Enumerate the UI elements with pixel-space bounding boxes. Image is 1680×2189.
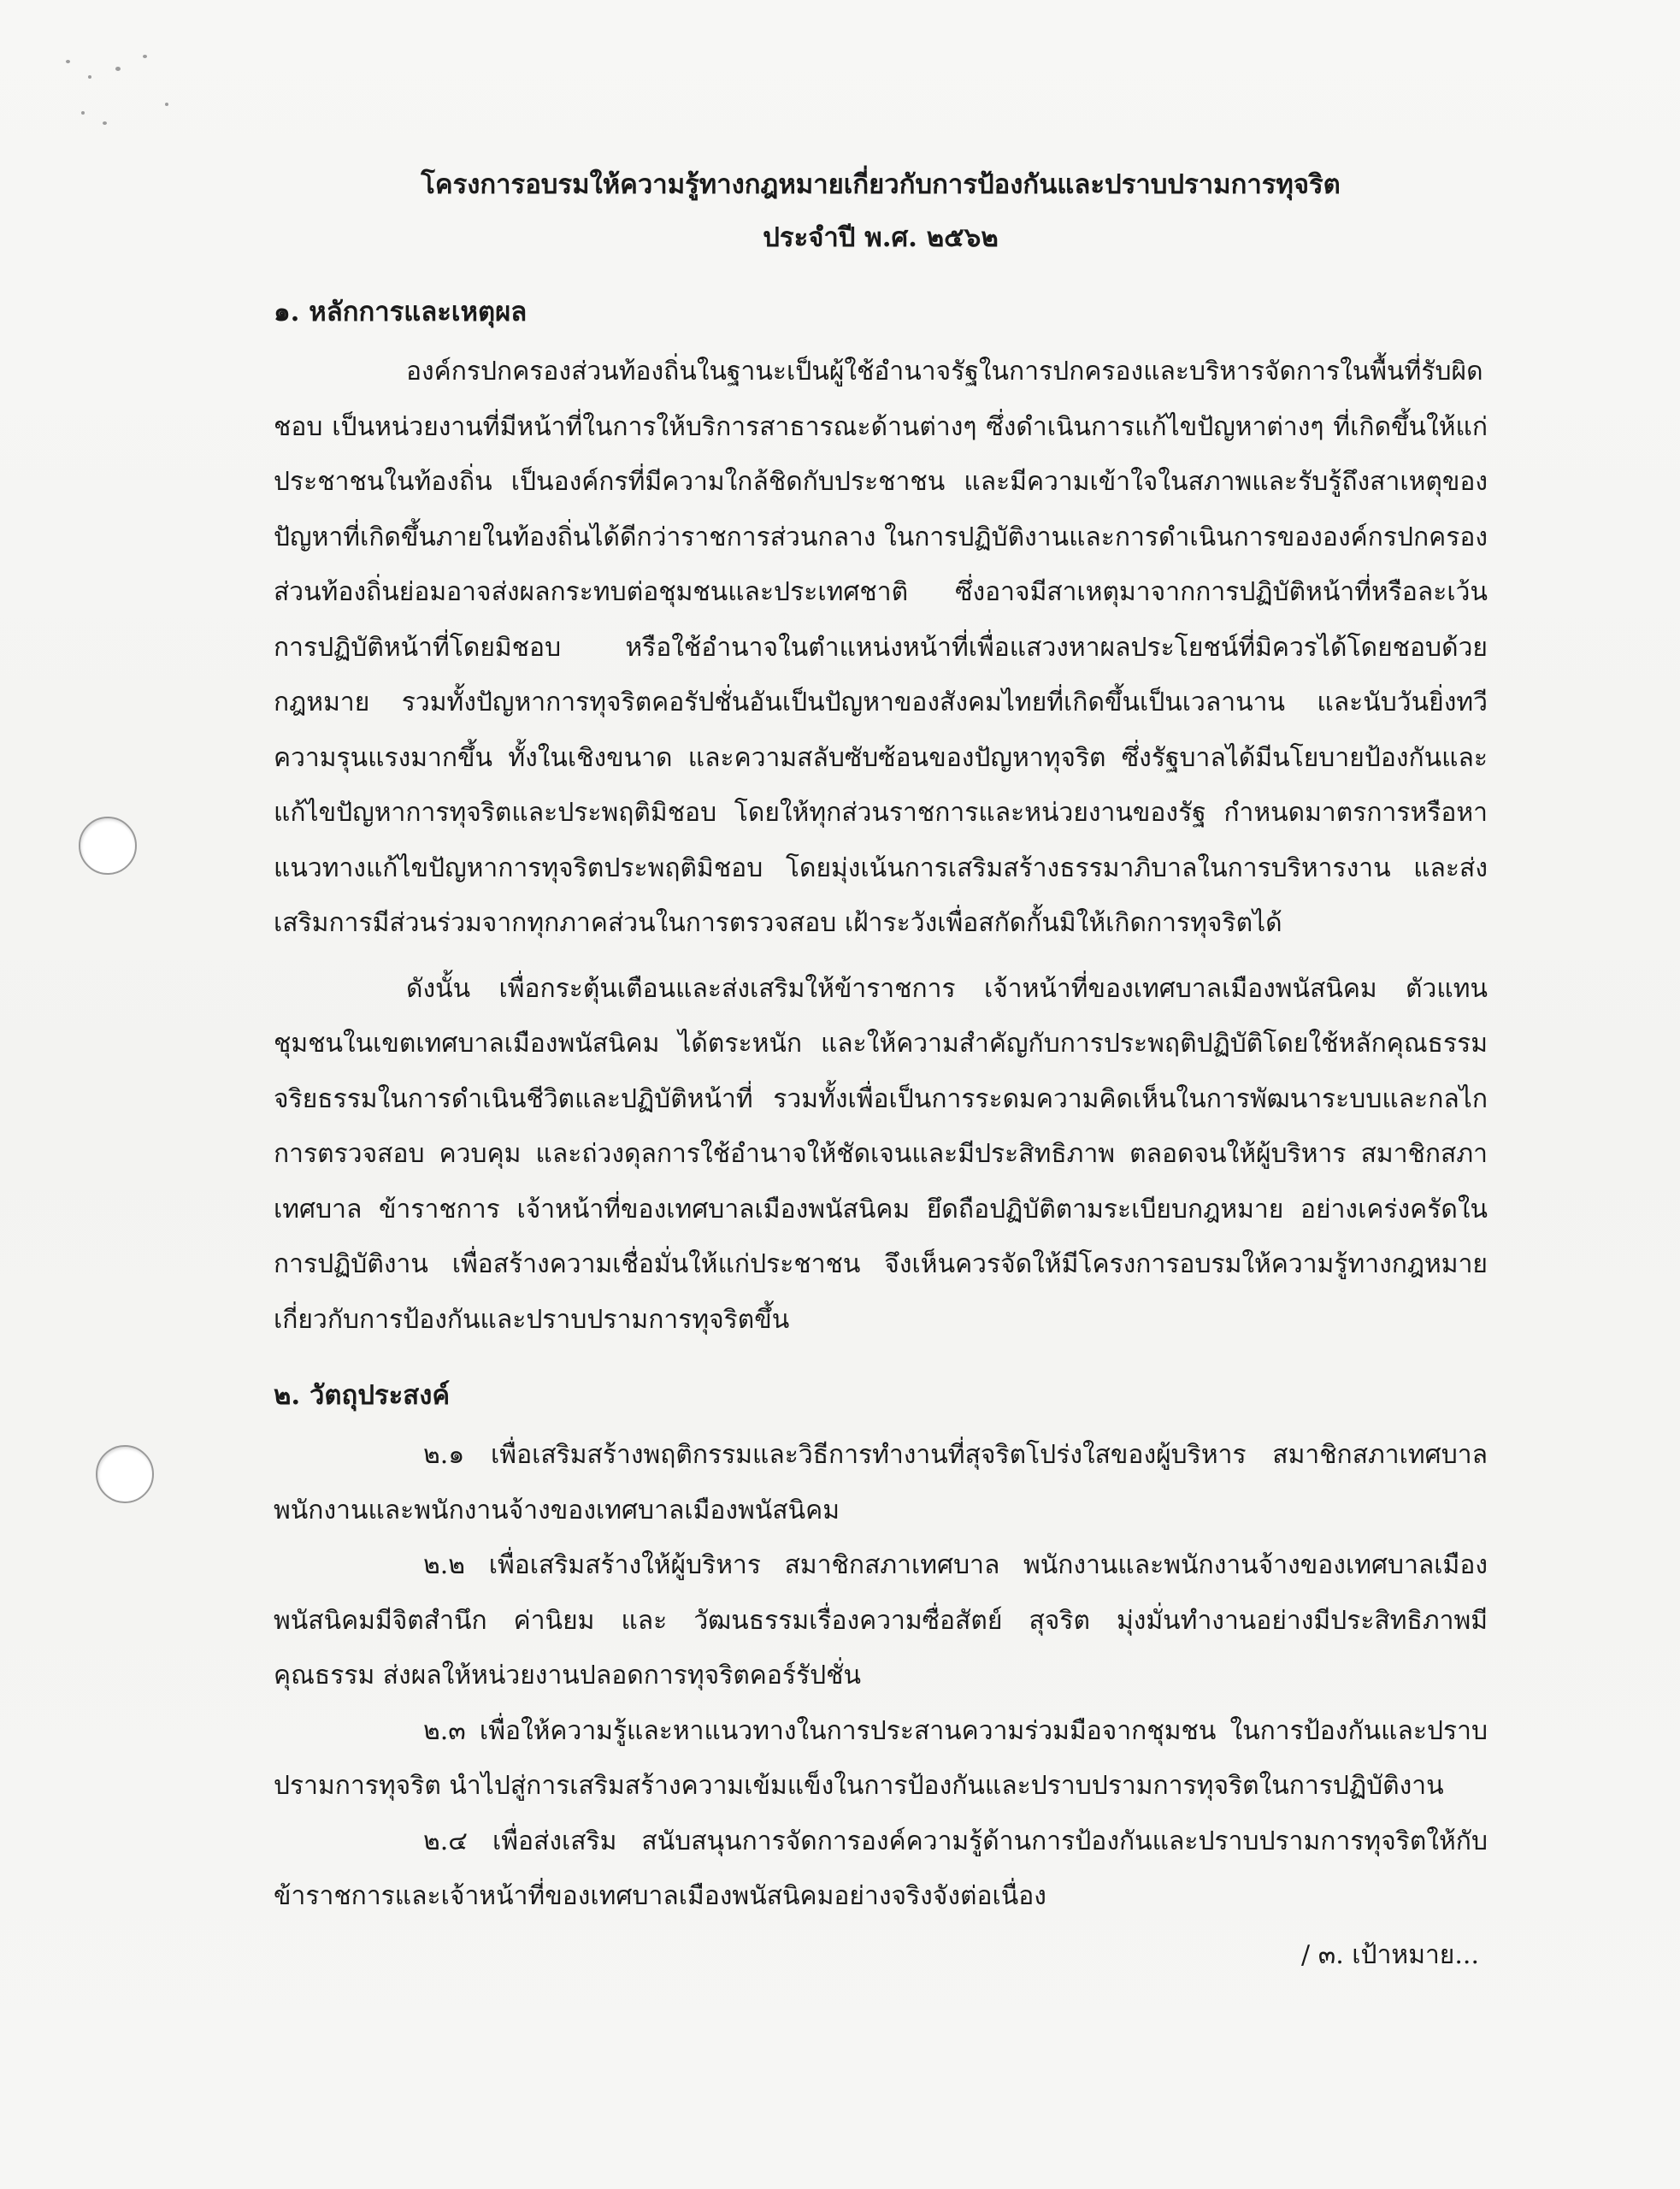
section-heading-objectives: ๒. วัตถุประสงค์ [274,1380,451,1411]
paper-specks [64,51,184,137]
section-heading-rationale: ๑. หลักการและเหตุผล [274,297,528,327]
speck [103,121,107,125]
rationale-paragraph: ดังนั้น เพื่อกระตุ้นเตือนและส่งเสริมให้ข้าราชการ เจ้าหน้าที่ของเทศบาลเมืองพนัสนิคม ตัวแทนชุมชนในเขตเทศบาลเมืองพนัสนิคม ได้ตระหนัก และให้ความสำคัญกับการประพฤติปฏิบัติโดยใช้หลักคุณธรรมจริยธรรมในการดำเนินชีวิตและปฏิบัติหน้าที่ รวมทั้งเพื่อเป็นการระดมความคิดเห็นในการพัฒนาระบบและกลไกการตรวจสอบ ควบคุม และถ่วงดุลการใช้อำนาจให้ชัดเจนและมีประสิทธิภาพ ตลอดจนให้ผู้บริหาร สมาชิกสภาเทศบาล ข้าราชการ เจ้าหน้าที่ของเทศบาลเมืองพนัสนิคม ยึดถือปฏิบัติตามระเบียบกฎหมาย อย่างเคร่งครัดในการปฏิบัติงาน เพื่อสร้างความเชื่อมั่นให้แก่ประชาชน จึงเห็นควรจัดให้มีโครงการอบรมให้ความรู้ทางกฎหมายเกี่ยวกับการป้องกันและปราบปรามการทุจริตขึ้น [274,973,1488,1335]
speck [143,55,147,58]
punch-hole [96,1445,154,1503]
objective-item: ๒.๓ เพื่อให้ความรู้และหาแนวทางในการประสานความร่วมมือจากชุมชน ในการป้องกันและปราบปรามการทุจริต นำไปสู่การเสริมสร้างความเข้มแข็งในการป้องกันและปราบปรามการทุจริตในการปฏิบัติงาน [274,1715,1488,1801]
rationale-paragraph: องค์กรปกครองส่วนท้องถิ่นในฐานะเป็นผู้ใช้อำนาจรัฐในการปกครองและบริหารจัดการในพื้นที่รับผิดชอบ เป็นหน่วยงานที่มีหน้าที่ในการให้บริการสาธารณะด้านต่างๆ ซึ่งดำเนินการแก้ไขปัญหาต่างๆ ที่เกิดขึ้นให้แก่ประชาชนในท้องถิ่น เป็นองค์กรที่มีความใกล้ชิดกับประชาชน และมีความเข้าใจในสภาพและรับรู้ถึงสาเหตุของปัญหาที่เกิดขึ้นภายในท้องถิ่นได้ดีกว่าราชการส่วนกลาง ในการปฏิบัติงานและการดำเนินการขององค์กรปกครองส่วนท้องถิ่นย่อมอาจส่งผลกระทบต่อชุมชนและประเทศชาติ ซึ่งอาจมีสาเหตุมาจากการปฏิบัติหน้าที่หรือละเว้นการปฏิบัติหน้าที่โดยมิชอบ หรือใช้อำนาจในตำแหน่งหน้าที่เพื่อแสวงหาผลประโยชน์ที่มิควรได้โดยชอบด้วยกฎหมาย รวมทั้งปัญหาการทุจริตคอรัปชั่นอันเป็นปัญหาของสังคมไทยที่เกิดขึ้นเป็นเวลานาน และนับวันยิ่งทวีความรุนแรงมากขึ้น ทั้งในเชิงขนาด และความสลับซับซ้อนของปัญหาทุจริต ซึ่งรัฐบาลได้มีนโยบายป้องกันและแก้ไขปัญหาการทุจริตและประพฤติมิชอบ โดยให้ทุกส่วนราชการและหน่วยงานของรัฐ กำหนดมาตรการหรือหาแนวทางแก้ไขปัญหาการทุจริตประพฤติมิชอบ โดยมุ่งเน้นการเสริมสร้างธรรมาภิบาลในการบริหารงาน และส่งเสริมการมีส่วนร่วมจากทุกภาคส่วนในการตรวจสอบ เฝ้าระวังเพื่อสกัดกั้นมิให้เกิดการทุจริตได้ [274,357,1488,938]
speck [165,103,168,106]
document-body [274,158,1488,1983]
objective-item: ๒.๒ เพื่อเสริมสร้างให้ผู้บริหาร สมาชิกสภาเทศบาล พนักงานและพนักงานจ้างของเทศบาลเมืองพนัสนิคมมีจิตสำนึก ค่านิยม และ วัฒนธรรมเรื่องความซื่อสัตย์ สุจริต มุ่งมั่นทำงานอย่างมีประสิทธิภาพมีคุณธรรม ส่งผลให้หน่วยงานปลอดการทุจริตคอร์รัปชั่น [274,1550,1488,1690]
objective-item: ๒.๔ เพื่อส่งเสริม สนับสนุนการจัดการองค์ความรู้ด้านการป้องกันและปราบปรามการทุจริตให้กับข้าราชการและเจ้าหน้าที่ของเทศบาลเมืองพนัสนิคมอย่างจริงจังต่อเนื่อง [274,1826,1488,1911]
speck [115,67,121,71]
document-title-year: ประจำปี พ.ศ. ๒๕๖๒ [763,222,999,253]
objective-item: ๒.๑ เพื่อเสริมสร้างพฤติกรรมและวิธีการทำงานที่สุจริตโปร่งใสของผู้บริหาร สมาชิกสภาเทศบาลพนักงานและพนักงานจ้างของเทศบาลเมืองพนัสนิคม [274,1440,1488,1525]
speck [66,60,70,63]
speck [81,111,85,115]
page-continuation: / ๓. เป้าหมาย... [1301,1939,1479,1970]
punch-hole [79,817,137,875]
document-title: โครงการอบรมให้ความรู้ทางกฎหมายเกี่ยวกับการป้องกันและปราบปรามการทุจริต [421,169,1341,200]
speck [88,75,91,79]
